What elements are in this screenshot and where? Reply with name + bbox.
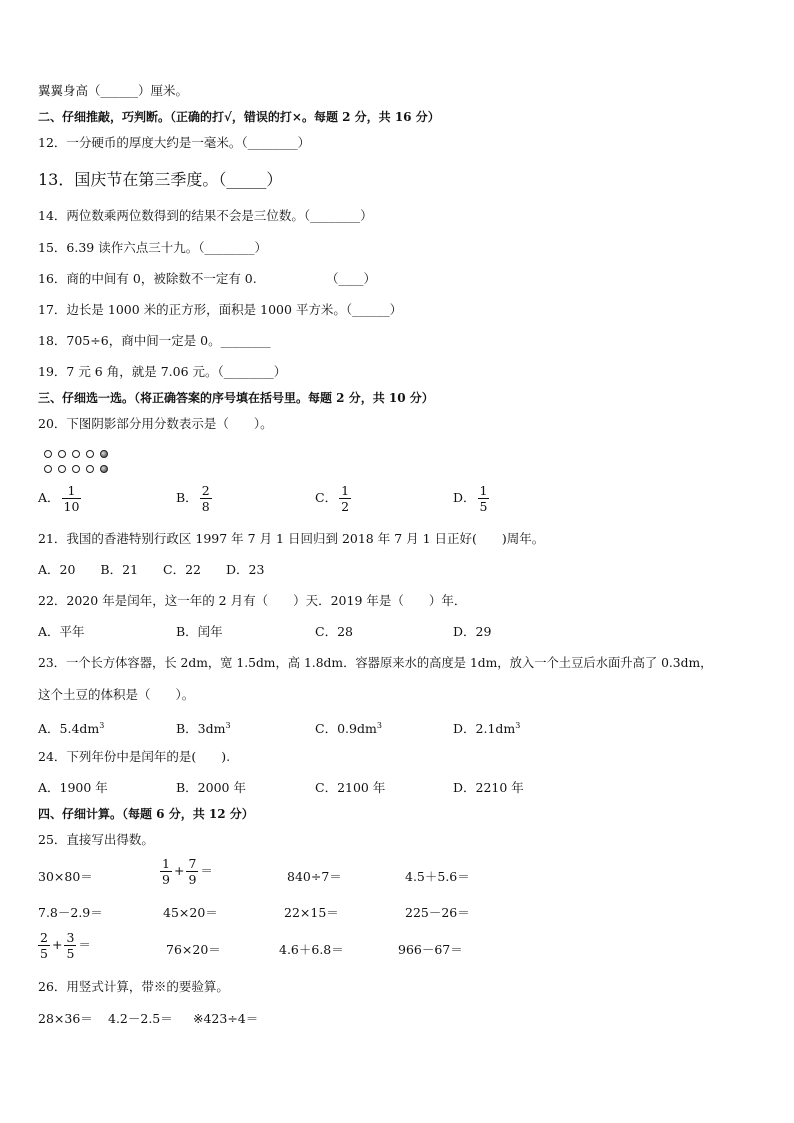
q20-option-a [38, 483, 83, 514]
circle-2 [58, 450, 66, 458]
option-label: A． [38, 490, 60, 505]
question-13: 13．国庆节在第三季度。（_____） [38, 170, 283, 189]
calc-r2-c: 22×15＝ [284, 905, 339, 920]
calc-r1-a: 30×80＝ [38, 869, 93, 884]
fraction: $\frac{2}{5}$ [40, 930, 48, 961]
line-height-blank: 翼翼身高（______）厘米。 [38, 83, 189, 98]
calc-r3-c: 4.6＋6.8＝ [279, 942, 344, 957]
calc-r1-c: 840÷7＝ [287, 869, 342, 884]
q24-option-d: D．2210 年 [453, 780, 524, 795]
fraction: $\frac{3}{5}$ [66, 930, 75, 961]
q23-option-c: C．$0.9dm^3$ [315, 721, 382, 737]
q26-item-1: 28×36＝ [38, 1011, 93, 1026]
q20-option-d [453, 483, 491, 514]
question-24: 24．下列年份中是闰年的是( ). [38, 749, 231, 764]
fraction: $\frac{2}{8}$ [201, 483, 210, 514]
question-16-blank: （____） [326, 271, 377, 286]
question-20: 20．下图阴影部分用分数表示是（ ）。 [38, 416, 273, 431]
question-19: 19．7 元 6 角，就是 7.06 元。（________） [38, 364, 287, 379]
q26-item-2: 4.2－2.5＝ [108, 1011, 173, 1026]
calc-r3-a: $\frac{2}{5}$ + $\frac{3}{5}$ ＝ [40, 930, 91, 961]
calc-r2-a: 7.8－2.9＝ [38, 905, 103, 920]
circle-8 [72, 465, 80, 473]
circle-7 [58, 465, 66, 473]
fraction: $\frac{7}{9}$ [188, 856, 197, 887]
question-21-options: A．20 B．21 C．22 D．23 [38, 562, 265, 577]
question-18: 18．705÷6，商中间一定是 0。________ [38, 333, 271, 348]
q20-option-b [176, 483, 214, 514]
question-23-line-2: 这个土豆的体积是（ ）。 [38, 687, 195, 702]
question-26: 26．用竖式计算，带※的要验算。 [38, 979, 229, 994]
question-23-line-1: 23．一个长方体容器，长 2dm，宽 1.5dm，高 1.8dm．容器原来水的高度是 1dm，放入一个土豆后水面升高了 0.3dm， [38, 656, 713, 670]
question-15: 15．6.39 读作六点三十九。（________） [38, 240, 267, 255]
q22-option-a: A．平年 [38, 624, 85, 639]
fraction: $\frac{1}{5}$ [479, 483, 488, 514]
question-17: 17．边长是 1000 米的正方形，面积是 1000 平方米。（______） [38, 302, 403, 317]
q22-option-b: B．闰年 [176, 624, 223, 639]
section-4-heading: 四、仔细计算。（每题 6 分，共 12 分） [38, 807, 254, 821]
q23-option-a: A．$5.4dm^3$ [38, 721, 105, 737]
circle-5-shaded [100, 450, 108, 458]
circle-4 [86, 450, 94, 458]
q23-option-d: D．$2.1dm^3$ [453, 721, 521, 737]
question-12: 12．一分硬币的厚度大约是一毫米。（________） [38, 135, 311, 150]
question-25: 25．直接写出得数。 [38, 832, 154, 847]
circle-1 [44, 450, 52, 458]
question-16: 16．商的中间有 0，被除数不一定有 0. [38, 271, 257, 286]
question-22: 22．2020 年是闰年，这一年的 2 月有（ ）天．2019 年是（ ）年． [38, 593, 467, 608]
calc-r3-d: 966－67＝ [398, 942, 463, 957]
question-14: 14．两位数乘两位数得到的结果不会是三位数。（________） [38, 208, 373, 223]
q22-option-c: C．28 [315, 624, 353, 639]
calc-r2-d: 225－26＝ [405, 905, 470, 920]
option-label: C． [315, 490, 338, 505]
circle-9 [86, 465, 94, 473]
question-21: 21．我国的香港特别行政区 1997 年 7 月 1 日回归到 2018 年 7 月 1 日正好( )周年。 [38, 531, 545, 546]
option-label: D． [453, 490, 476, 505]
q24-option-c: C．2100 年 [315, 780, 386, 795]
circle-6 [44, 465, 52, 473]
circle-10-shaded [100, 465, 108, 473]
calc-r1-b: $\frac{1}{9}$ + $\frac{7}{9}$ ＝ [162, 856, 213, 887]
circle-3 [72, 450, 80, 458]
fraction: $\frac{1}{9}$ [162, 856, 170, 887]
q26-item-3: ※423÷4＝ [193, 1011, 259, 1026]
q20-option-c [315, 483, 353, 514]
option-label: B． [176, 490, 198, 505]
calc-r3-b: 76×20＝ [166, 942, 221, 957]
calc-r2-b: 45×20＝ [163, 905, 218, 920]
section-3-heading: 三、仔细选一选。（将正确答案的序号填在括号里。每题 2 分，共 10 分） [38, 391, 434, 405]
section-2-heading: 二、仔细推敲，巧判断。（正确的打√，错误的打×。每题 2 分，共 16 分） [38, 110, 440, 124]
fraction: $\frac{1}{2}$ [341, 483, 350, 514]
q24-option-b: B．2000 年 [176, 780, 246, 795]
q24-option-a: A．1900 年 [38, 780, 108, 795]
q22-option-d: D．29 [453, 624, 492, 639]
calc-r1-d: 4.5＋5.6＝ [405, 869, 470, 884]
fraction: $\frac{1}{10}$ [63, 483, 80, 514]
q23-option-b: B．$3dm^3$ [176, 721, 231, 737]
